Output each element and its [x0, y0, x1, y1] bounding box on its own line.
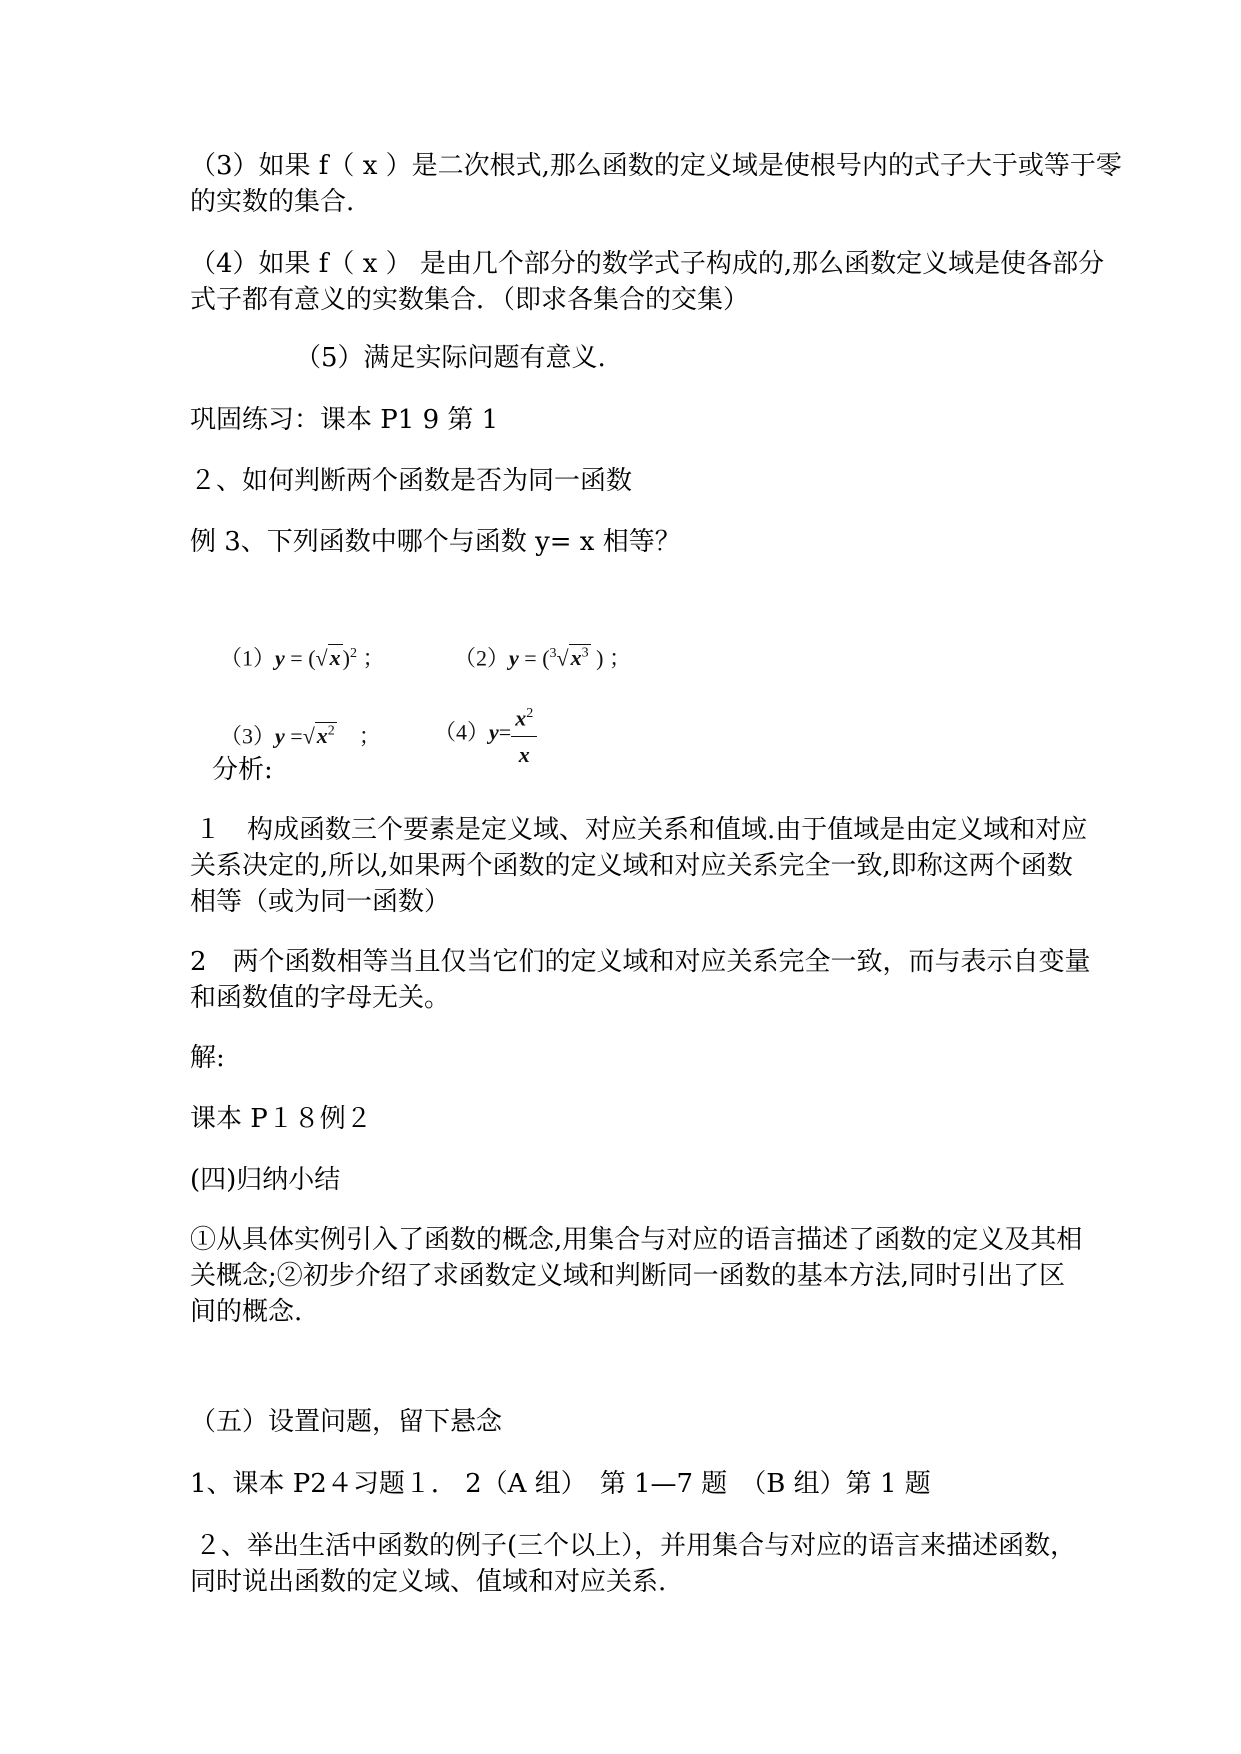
paragraph-line: 1、课本 P2４习题１． 2（A 组） 第 1—7 题 （B 组）第 1 题	[190, 1469, 931, 1499]
paragraph-line: 关系决定的,所以,如果两个函数的定义域和对应关系完全一致,即称这两个函数	[190, 851, 1073, 881]
option-label: （2）	[454, 645, 510, 671]
paragraph-line: 同时说出函数的定义域、值域和对应关系.	[190, 1567, 667, 1597]
option-3-formula: $(3)y =√x^2$ ；	[220, 723, 381, 749]
paragraph-line: 式子都有意义的实数集合．（即求各集合的交集）	[190, 285, 750, 315]
paragraph-line: 2 两个函数相等当且仅当它们的定义域和对应关系完全一致，而与表示自变量	[190, 947, 1091, 977]
paragraph-line: ①从具体实例引入了函数的概念,用集合与对应的语言描述了函数的定义及其相	[190, 1225, 1083, 1255]
option-4-formula: （4）y= $\frac{x^2}{x}$	[412, 660, 537, 809]
section-heading: （五）设置问题，留下悬念	[190, 1407, 503, 1437]
paragraph-line: 间的概念.	[190, 1297, 303, 1327]
paragraph-line: 巩固练习：课本 P1 9 第 1	[190, 405, 499, 435]
option-label: （4）	[434, 719, 490, 745]
paragraph-line: 相等（或为同一函数）	[190, 887, 451, 917]
paragraph-line: (四)归纳小结	[190, 1165, 341, 1195]
paragraph-line: 课本 P１８例２	[190, 1104, 372, 1134]
paragraph-line: 关概念;②初步介绍了求函数定义域和判断同一函数的基本方法,同时引出了区	[190, 1261, 1066, 1291]
paragraph-line: （5）满足实际问题有意义.	[295, 343, 606, 373]
option-2-formula: $(2)y = (^3√x^3$ ) ；	[454, 645, 631, 671]
option-1-formula: $(1)y = (√x)^2$ ；	[220, 645, 385, 671]
paragraph-line: 例 3、下列函数中哪个与函数 y= x 相等？	[190, 527, 681, 557]
paragraph-line: 和函数值的字母无关。	[190, 983, 451, 1013]
paragraph-line: ２、如何判断两个函数是否为同一函数	[190, 466, 633, 496]
paragraph-line: （3）如果 f（ x ）是二次根式,那么函数的定义域是使根号内的式子大于或等于零	[190, 151, 1122, 181]
paragraph-line: 解:	[190, 1043, 225, 1073]
paragraph-line: 分析:	[212, 755, 273, 785]
paragraph-line: 的实数的集合.	[190, 187, 355, 217]
option-label: （1）	[220, 645, 276, 671]
paragraph-line: １ 构成函数三个要素是定义域、对应关系和值域.由于值域是由定义域和对应	[195, 815, 1088, 845]
option-label: （3）	[220, 723, 276, 749]
paragraph-line: ２、举出生活中函数的例子(三个以上），并用集合与对应的语言来描述函数，	[195, 1531, 1077, 1561]
paragraph-line: （4）如果 f（ x ） 是由几个部分的数学式子构成的,那么函数定义域是使各部分	[190, 249, 1105, 279]
